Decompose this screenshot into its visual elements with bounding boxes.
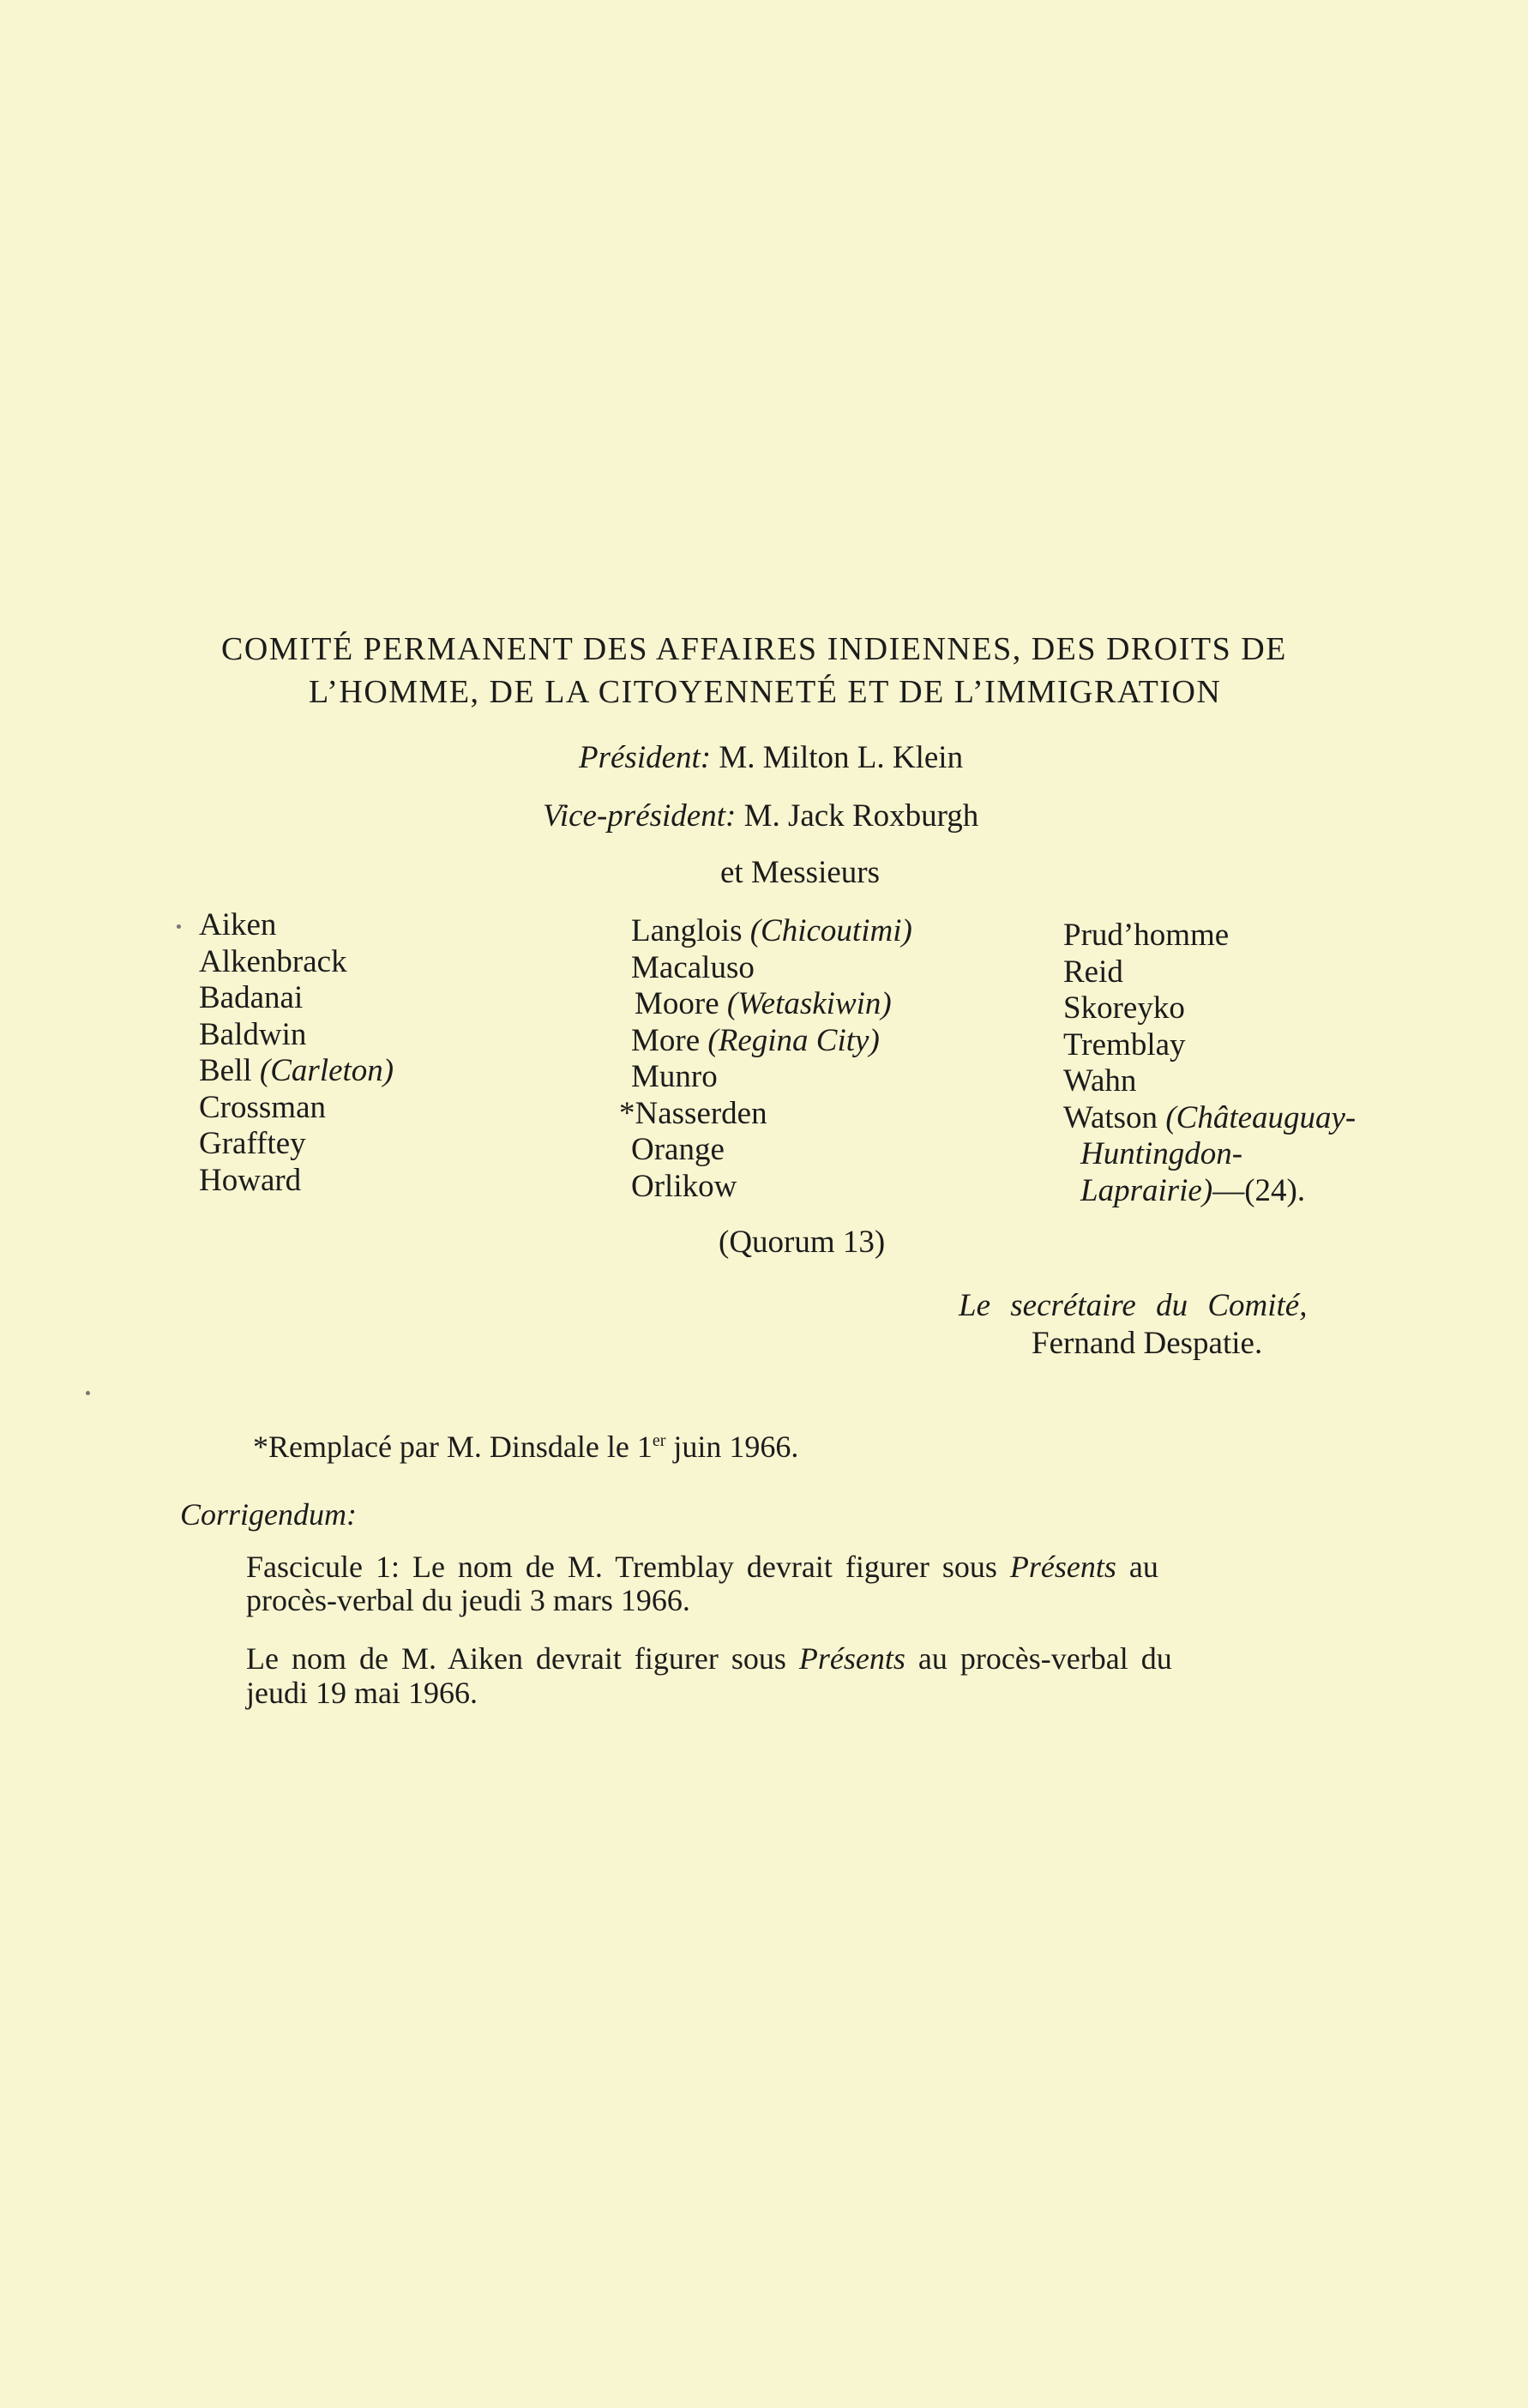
member-name: Macaluso <box>631 949 755 985</box>
member-name: Badanai <box>199 980 304 1015</box>
member-name: Prud’homme <box>1063 918 1230 953</box>
president-line <box>579 739 963 776</box>
president-name: M. Milton L. Klein <box>719 740 964 775</box>
vice-president-name: M. Jack Roxburgh <box>743 798 979 834</box>
corrigendum-paragraph-2-line-2: jeudi 19 mai 1966. <box>246 1676 478 1710</box>
committee-title-line-1: COMITÉ PERMANENT DES AFFAIRES INDIENNES, DES DROITS DE <box>221 631 1287 667</box>
member-surname: More <box>631 1022 701 1058</box>
member-riding: (Chicoutimi) <box>749 913 912 948</box>
member-riding: (Wetaskiwin) <box>726 986 892 1021</box>
member-riding: (Châteauguay- <box>1165 1099 1357 1135</box>
member-name <box>619 913 912 950</box>
member-name: Wahn <box>1063 1063 1137 1099</box>
member-name: Tremblay <box>1063 1026 1186 1063</box>
corrigendum-paragraph-1-line-1: Fascicule 1: Le nom de M. Tremblay devrait figurer sous Présents au <box>246 1550 1158 1584</box>
member-surname: Langlois <box>631 913 743 948</box>
corrigendum-paragraph-2-line-1: Le nom de M. Aiken devrait figurer sous Présents au procès-verbal du <box>246 1641 1172 1676</box>
member-total: —(24). <box>1212 1172 1306 1208</box>
corrigendum-label: Corrigendum: <box>180 1497 357 1532</box>
member-surname: Watson <box>1063 1099 1158 1135</box>
member-name <box>619 1023 912 1060</box>
member-name <box>199 1053 394 1090</box>
member-surname: Moore <box>635 986 719 1021</box>
member-name: Orange <box>631 1132 725 1167</box>
footnote: *Remplacé par M. Dinsdale le 1er juin 1966. <box>253 1430 799 1464</box>
secretary-name: Fernand Despatie. <box>1032 1326 1263 1361</box>
committee-title-line-2: L’HOMME, DE LA CITOYENNETÉ ET DE L’IMMIGRATION <box>309 674 1222 710</box>
member-riding: (Carleton) <box>259 1053 394 1088</box>
member-riding-continued: Laprairie)—(24). <box>1080 1172 1306 1208</box>
quorum: (Quorum 13) <box>719 1225 886 1260</box>
member-name <box>619 986 912 1023</box>
member-name <box>1063 1100 1356 1137</box>
members-column-2 <box>619 913 912 1205</box>
paper-speck <box>86 1391 90 1395</box>
corrigendum-paragraph-1-line-2: procès-verbal du jeudi 3 mars 1966. <box>246 1583 690 1617</box>
member-name: Crossman <box>199 1089 326 1125</box>
members-column-1 <box>199 907 394 1199</box>
member-name: Reid <box>1063 954 1123 990</box>
member-name: Orlikow <box>631 1168 737 1204</box>
vice-president-label: Vice-président: <box>543 798 737 834</box>
member-name: Baldwin <box>199 1016 307 1052</box>
member-name: Alkenbrack <box>199 943 347 979</box>
member-name: Skoreyko <box>1063 990 1185 1026</box>
member-name: *Nasserden <box>619 1095 767 1131</box>
member-name: Grafftey <box>199 1126 306 1161</box>
and-members-line: et Messieurs <box>720 855 880 890</box>
member-name: Howard <box>199 1162 302 1198</box>
member-name: Aiken <box>199 907 277 942</box>
members-column-3 <box>1063 918 1356 1209</box>
paper-speck <box>177 924 181 929</box>
member-riding: (Regina City) <box>707 1022 880 1058</box>
president-label: Président: <box>579 740 712 775</box>
secretary-title: Le secrétaire du Comité, <box>959 1288 1308 1323</box>
member-surname: Bell <box>199 1053 252 1088</box>
vice-president-line <box>543 798 978 834</box>
member-name: Munro <box>631 1059 718 1094</box>
member-riding-continued: Huntingdon- <box>1080 1136 1243 1171</box>
